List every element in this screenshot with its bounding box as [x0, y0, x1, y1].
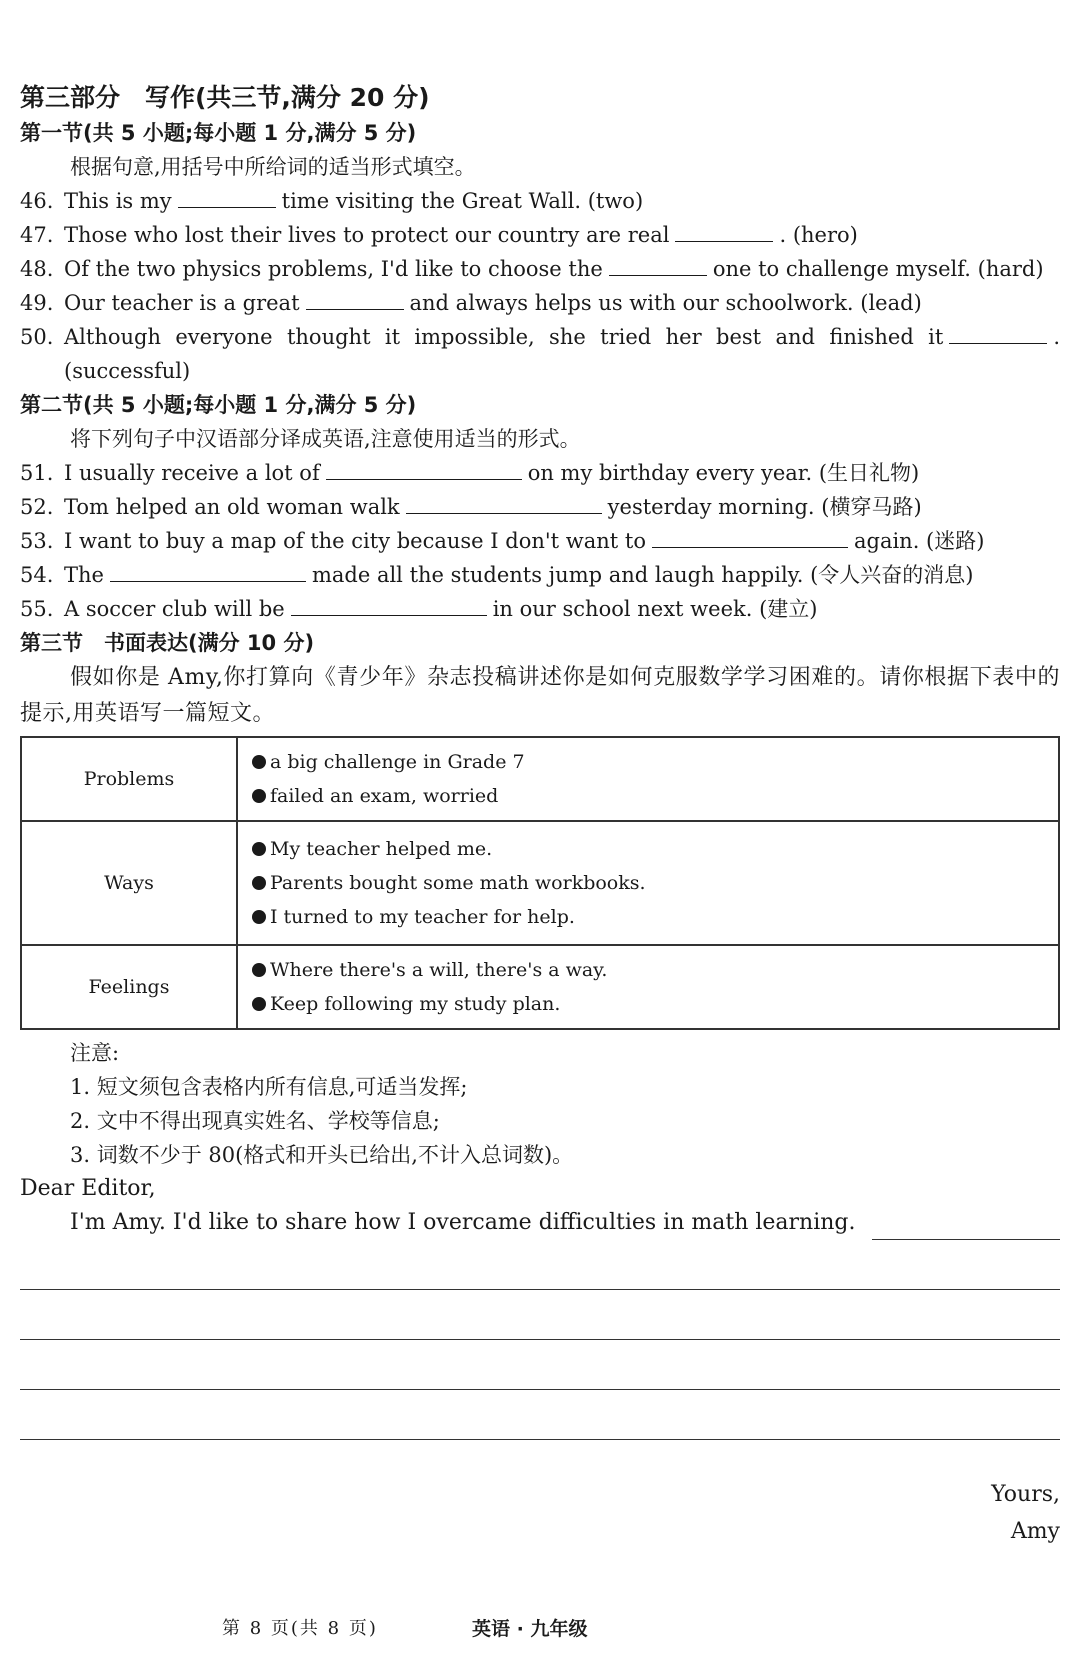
question-text-after: on my birthday every year. (生日礼物): [527, 461, 920, 485]
question-text: [64, 456, 1060, 490]
list-item: Where there's a will, there's a way.: [252, 953, 1044, 987]
question-text-after: and always helps us with our schoolwork. (lead): [409, 291, 922, 315]
question-48: [20, 252, 1060, 286]
question-text-before: Of the two physics problems, I'd like to choose the: [64, 257, 603, 281]
question-text-after: again. (迷路): [853, 529, 985, 553]
question-text-before: Our teacher is a great: [64, 291, 300, 315]
question-46: [20, 184, 1060, 218]
table-row: [21, 821, 1059, 945]
question-number: 54.: [20, 563, 54, 587]
question-text-before: Those who lost their lives to protect our country are real: [64, 223, 670, 247]
answer-blank[interactable]: [652, 527, 848, 548]
writing-task: 假如你是 Amy,你打算向《青少年》杂志投稿讲述你是如何克服数学学习困难的。请你根据下表中的提示,用英语写一篇短文。: [20, 665, 1060, 726]
question-text-after: yesterday morning. (横穿马路): [607, 495, 922, 519]
question-text-before: This is my: [64, 189, 172, 213]
answer-blank[interactable]: [178, 187, 276, 208]
question-53: [20, 524, 1060, 558]
writing-line[interactable]: [20, 1390, 1060, 1440]
question-number: 49.: [20, 291, 54, 315]
question-text-before: I want to buy a map of the city because I don't want to: [64, 529, 646, 553]
question-text: [64, 490, 1060, 524]
row-items: [237, 945, 1059, 1029]
question-text-after: time visiting the Great Wall. (two): [281, 189, 644, 213]
answer-blank[interactable]: [609, 255, 707, 276]
question-50: [20, 320, 1060, 388]
question-number: 55.: [20, 597, 54, 621]
question-49: [20, 286, 1060, 320]
answer-blank[interactable]: [110, 561, 306, 582]
bullet-icon: [252, 997, 266, 1011]
question-text-after: one to challenge myself. (hard): [712, 257, 1044, 281]
writing-line[interactable]: [20, 1240, 1060, 1290]
closing-signature: Amy: [1010, 1519, 1060, 1544]
bullet-icon: [252, 910, 266, 924]
row-items: [237, 737, 1059, 821]
question-text-after: . (hero): [779, 223, 858, 247]
note-item: 2. 文中不得出现真实姓名、学校等信息;: [70, 1109, 440, 1133]
question-54: [20, 558, 1060, 592]
list-item: I turned to my teacher for help.: [252, 900, 1044, 934]
list-item: failed an exam, worried: [252, 779, 1044, 813]
writing-line[interactable]: [872, 1213, 1060, 1240]
answer-blank[interactable]: [949, 323, 1047, 344]
question-number: 53.: [20, 529, 54, 553]
bullet-icon: [252, 876, 266, 890]
question-number: 52.: [20, 495, 54, 519]
list-item: My teacher helped me.: [252, 832, 1044, 866]
question-text-before: Although everyone thought it impossible, she tried her best and finished it: [64, 325, 944, 349]
question-text-before: I usually receive a lot of: [64, 461, 320, 485]
question-text-after: made all the students jump and laugh happily. (令人兴奋的消息): [311, 563, 974, 587]
question-text-after: . (successful): [64, 325, 1060, 383]
question-text: [64, 592, 1060, 626]
section1-title: 第一节(共 5 小题;每小题 1 分,满分 5 分): [20, 121, 417, 145]
list-item: a big challenge in Grade 7: [252, 745, 1044, 779]
answer-blank[interactable]: [306, 289, 404, 310]
question-number: 51.: [20, 461, 54, 485]
row-category: Feelings: [21, 945, 237, 1029]
question-text: [64, 252, 1060, 286]
question-text-before: Tom helped an old woman walk: [64, 495, 400, 519]
letter-opening: [20, 1206, 1060, 1240]
note-item: 3. 词数不少于 80(格式和开头已给出,不计入总词数)。: [70, 1143, 574, 1167]
question-text-before: The: [64, 563, 104, 587]
question-51: [20, 456, 1060, 490]
row-category: Ways: [21, 821, 237, 945]
letter-greeting: Dear Editor,: [20, 1176, 156, 1201]
answer-blank[interactable]: [675, 221, 773, 242]
answer-blank[interactable]: [326, 459, 522, 480]
bullet-icon: [252, 963, 266, 977]
answer-blank[interactable]: [291, 595, 487, 616]
section1-instruction: 根据句意,用括号中所给词的适当形式填空。: [70, 155, 476, 179]
subject-label: 英语 · 九年级: [472, 1618, 588, 1640]
list-item: Parents bought some math workbooks.: [252, 866, 1044, 900]
list-item: Keep following my study plan.: [252, 987, 1044, 1021]
page-number: 第 8 页(共 8 页): [222, 1618, 378, 1639]
question-number: 47.: [20, 223, 54, 247]
section2-instruction: 将下列句子中汉语部分译成英语,注意使用适当的形式。: [70, 427, 581, 451]
letter-closing: [20, 1476, 1060, 1550]
row-items: [237, 821, 1059, 945]
hints-table: [20, 736, 1060, 1030]
closing-salutation: Yours,: [991, 1482, 1060, 1507]
row-category: Problems: [21, 737, 237, 821]
question-text: [64, 320, 1060, 388]
writing-line[interactable]: [20, 1340, 1060, 1390]
writing-line[interactable]: [20, 1290, 1060, 1340]
question-text: [64, 558, 1060, 592]
section2-title: 第二节(共 5 小题;每小题 1 分,满分 5 分): [20, 393, 417, 417]
table-row: [21, 945, 1059, 1029]
question-text: [64, 286, 1060, 320]
answer-blank[interactable]: [406, 493, 602, 514]
part-title: 第三部分 写作(共三节,满分 20 分): [20, 83, 430, 112]
notes-title: 注意:: [70, 1041, 120, 1065]
question-text: [64, 218, 1060, 252]
question-number: 46.: [20, 189, 54, 213]
bullet-icon: [252, 842, 266, 856]
exam-page: [20, 80, 1060, 1550]
bullet-icon: [252, 789, 266, 803]
opening-text: I'm Amy. I'd like to share how I overcame difficulties in math learning.: [70, 1210, 856, 1235]
note-item: 1. 短文须包含表格内所有信息,可适当发挥;: [70, 1075, 468, 1099]
question-number: 50.: [20, 325, 54, 349]
question-52: [20, 490, 1060, 524]
question-text: [64, 184, 1060, 218]
question-number: 48.: [20, 257, 54, 281]
section3-title: 第三节 书面表达(满分 10 分): [20, 631, 315, 655]
question-text-before: A soccer club will be: [64, 597, 285, 621]
question-55: [20, 592, 1060, 626]
question-text: [64, 524, 1060, 558]
question-47: [20, 218, 1060, 252]
bullet-icon: [252, 755, 266, 769]
question-text-after: in our school next week. (建立): [492, 597, 818, 621]
table-row: [21, 737, 1059, 821]
